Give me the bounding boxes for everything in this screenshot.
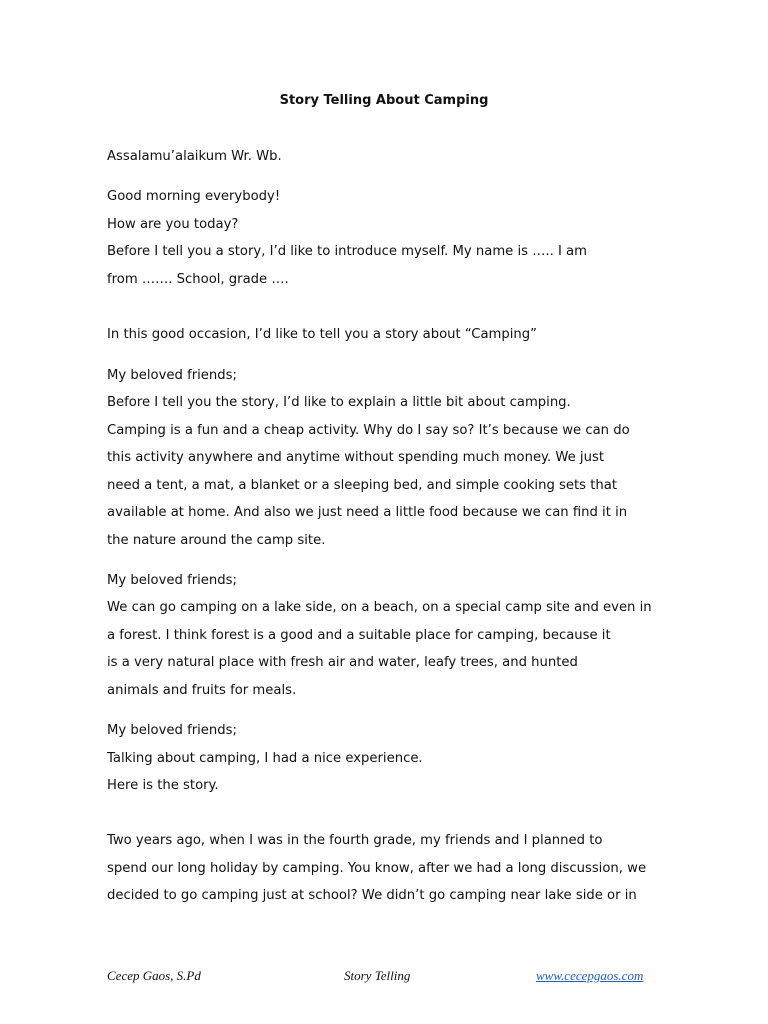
footer-title: Story Telling: [344, 968, 411, 983]
paragraph-line: Before I tell you a story, I’d like to introduce myself. My name is ….. I am: [107, 244, 587, 259]
paragraph-line: this activity anywhere and anytime without spending much money. We just: [107, 450, 604, 465]
paragraph-line: is a very natural place with fresh air and water, leafy trees, and hunted: [107, 655, 578, 670]
paragraph-line: Camping is a fun and a cheap activity. Why do I say so? It’s because we can do: [107, 423, 630, 438]
paragraph-line: Good morning everybody!: [107, 189, 281, 204]
paragraph-line: decided to go camping just at school? We didn’t go camping near lake side or in: [107, 888, 637, 903]
paragraph-line: Here is the story.: [107, 778, 219, 793]
paragraph-line: spend our long holiday by camping. You know, after we had a long discussion, we: [107, 861, 647, 876]
paragraph-line: a forest. I think forest is a good and a suitable place for camping, because it: [107, 628, 611, 643]
paragraph-line: We can go camping on a lake side, on a beach, on a special camp site and even in: [107, 600, 652, 615]
document-title: Story Telling About Camping: [279, 93, 489, 108]
paragraph-line: available at home. And also we just need a little food because we can find it in: [107, 505, 628, 520]
paragraph-line: need a tent, a mat, a blanket or a sleeping bed, and simple cooking sets that: [107, 478, 618, 493]
paragraph-line: My beloved friends;: [107, 573, 237, 588]
paragraph-line: My beloved friends;: [107, 723, 237, 738]
paragraph-line: Two years ago, when I was in the fourth grade, my friends and I planned to: [107, 833, 603, 848]
paragraph-line: Before I tell you the story, I’d like to explain a little bit about camping.: [107, 395, 571, 410]
footer-author: Cecep Gaos, S.Pd: [107, 968, 201, 983]
paragraph-line: Assalamu’alaikum Wr. Wb.: [107, 149, 282, 164]
paragraph-line: the nature around the camp site.: [107, 533, 326, 548]
paragraph-line: animals and fruits for meals.: [107, 683, 297, 698]
paragraph-line: Talking about camping, I had a nice experience.: [107, 751, 423, 766]
paragraph-line: My beloved friends;: [107, 368, 237, 383]
paragraph-line: In this good occasion, I’d like to tell you a story about “Camping”: [107, 327, 537, 342]
paragraph-line: from ……. School, grade ….: [107, 272, 289, 287]
paragraph-line: How are you today?: [107, 217, 239, 232]
footer-website-link[interactable]: www.cecepgaos.com: [536, 968, 644, 983]
